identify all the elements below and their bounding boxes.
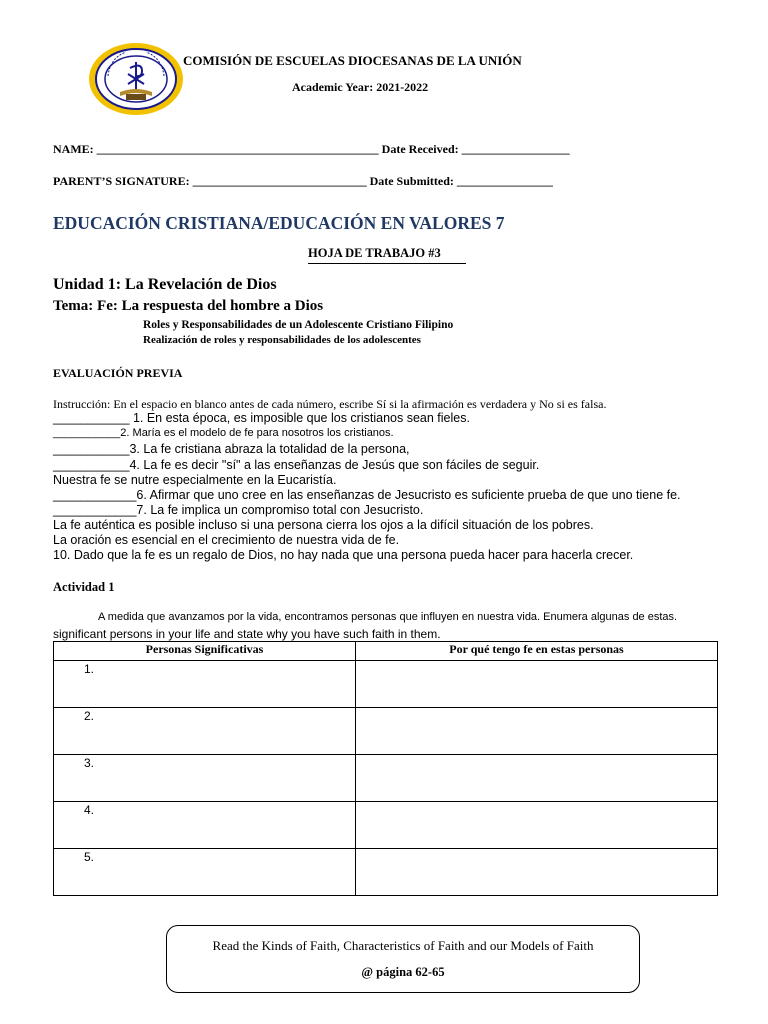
reading-reference-box: [166, 925, 640, 993]
page-reference: @ página 62-65: [361, 965, 445, 979]
reading-reference-text: Read the Kinds of Faith, Characteristics of Faith and our Models of Faith: [212, 938, 594, 953]
school-seal-logo: [86, 40, 186, 118]
significant-persons-table: [53, 641, 718, 896]
question-4: ___________4. La fe es decir "sí" a las enseñanzas de Jesús que son fáciles de seguir.: [53, 458, 540, 472]
activity-instruction: A medida que avanzamos por la vida, encontramos personas que influyen en nuestra vida. Enumera algunas de estas.: [98, 611, 678, 623]
row-number: 4.: [84, 803, 95, 817]
activity-instruction-2: significant persons in your life and state why you have such faith in them.: [53, 627, 441, 641]
unit-title: Unidad 1: La Revelación de Dios: [53, 276, 277, 293]
reason-cell[interactable]: [356, 708, 718, 755]
table-row: [54, 755, 718, 802]
person-cell[interactable]: [54, 708, 356, 755]
row-number: 3.: [84, 756, 95, 770]
question-8: La fe auténtica es posible incluso si una persona cierra los ojos a la difícil situación de los pobres.: [53, 518, 594, 532]
course-title: EDUCACIÓN CRISTIANA/EDUCACIÓN EN VALORES 7: [53, 213, 505, 233]
person-cell[interactable]: [54, 802, 356, 849]
person-cell[interactable]: [54, 849, 356, 896]
row-number: 5.: [84, 850, 95, 864]
question-3: ___________3. La fe cristiana abraza la totalidad de la persona,: [53, 442, 410, 456]
subtitle-roles: Roles y Responsabilidades de un Adolescente Cristiano Filipino: [143, 319, 454, 331]
table-row: [54, 802, 718, 849]
question-1: ___________ 1. En esta época, es imposible que los cristianos sean fieles.: [53, 411, 470, 425]
row-number: 2.: [84, 709, 95, 723]
name-field[interactable]: NAME: _______________________________________________ Date Received: __________________: [53, 142, 570, 156]
reason-cell[interactable]: [356, 661, 718, 708]
table-row: [54, 708, 718, 755]
table-header-row: [54, 642, 718, 661]
instruction-text: Instrucción: En el espacio en blanco antes de cada número, escribe Sí si la afirmación es verdadera y No si es falsa.: [53, 397, 607, 411]
question-6: ____________6. Afirmar que uno cree en las enseñanzas de Jesucristo es suficiente prueba de que uno tiene fe.: [53, 488, 681, 502]
evaluation-heading: EVALUACIÓN PREVIA: [53, 366, 183, 380]
column-header-persons: Personas Significativas: [54, 642, 356, 661]
tema-title: Tema: Fe: La respuesta del hombre a Dios: [53, 298, 324, 314]
worksheet-label: HOJA DE TRABAJO #3: [308, 246, 466, 264]
question-2: ___________2. María es el modelo de fe para nosotros los cristianos.: [53, 427, 394, 439]
question-5: Nuestra fe se nutre especialmente en la Eucaristía.: [53, 473, 337, 487]
reason-cell[interactable]: [356, 849, 718, 896]
question-7: ____________7. La fe implica un compromiso total con Jesucristo.: [53, 503, 424, 517]
table-row: [54, 661, 718, 708]
reason-cell[interactable]: [356, 755, 718, 802]
row-number: 1.: [84, 662, 95, 676]
signature-field[interactable]: PARENT’S SIGNATURE: _____________________________ Date Submitted: ________________: [53, 174, 553, 188]
header-title: COMISIÓN DE ESCUELAS DIOCESANAS DE LA UNIÓN: [183, 53, 522, 68]
person-cell[interactable]: [54, 661, 356, 708]
activity-heading: Actividad 1: [53, 580, 115, 594]
reason-cell[interactable]: [356, 802, 718, 849]
person-cell[interactable]: [54, 755, 356, 802]
table-row: [54, 849, 718, 896]
subtitle-realizacion: Realización de roles y responsabilidades de los adolescentes: [143, 334, 421, 346]
question-9: La oración es esencial en el crecimiento de nuestra vida de fe.: [53, 533, 400, 547]
question-10: 10. Dado que la fe es un regalo de Dios, no hay nada que una persona pueda hacer para hacerla crecer.: [53, 548, 634, 562]
column-header-reason: Por qué tengo fe en estas personas: [356, 642, 718, 661]
academic-year: Academic Year: 2021-2022: [292, 80, 429, 94]
